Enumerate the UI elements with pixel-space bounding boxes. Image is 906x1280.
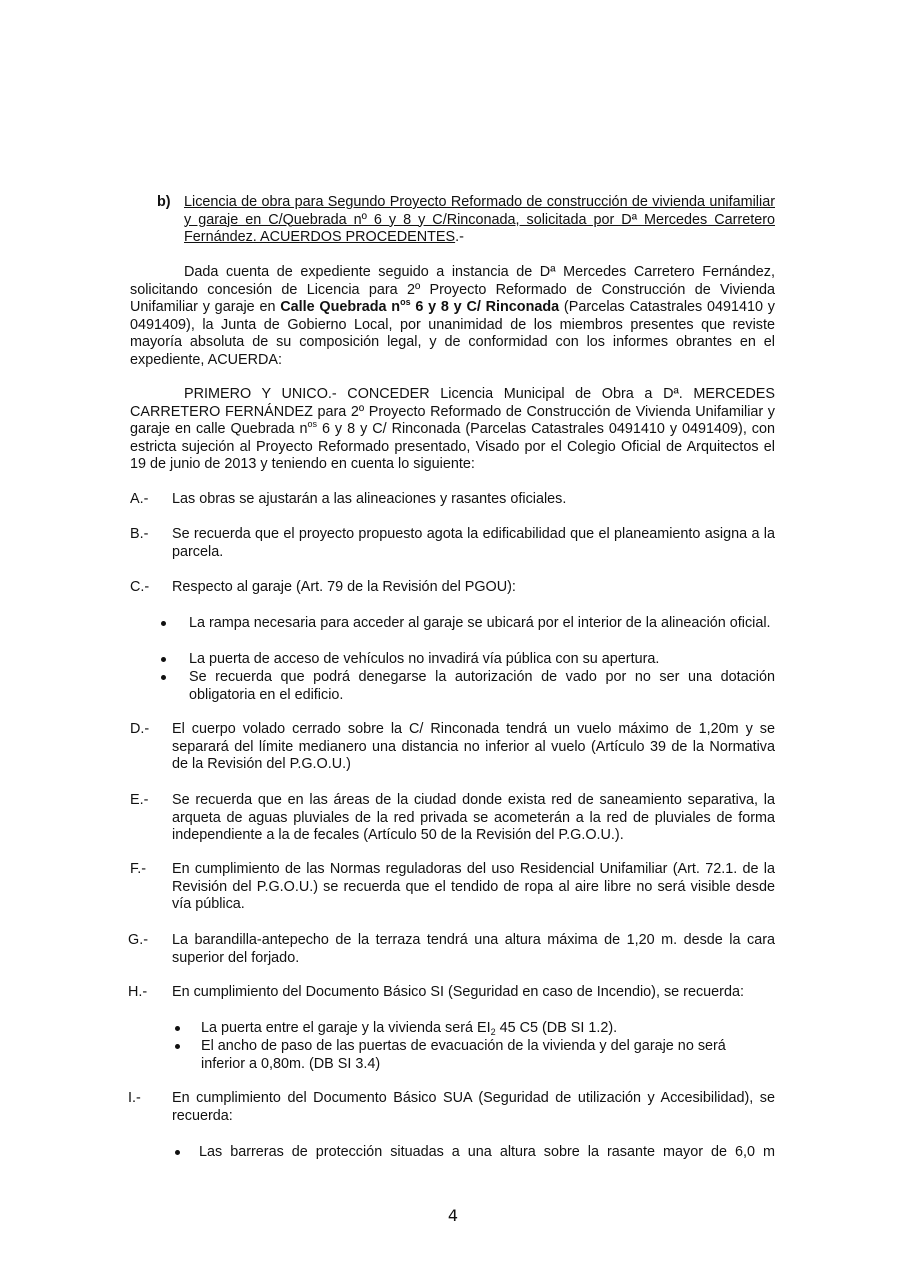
list-item: Se recuerda que podrá denegarse la autorización de vado por no ser una dotación obligatoria en el edificio.	[189, 669, 775, 703]
item-label: I.-	[128, 1090, 141, 1106]
item-text: La barandilla-antepecho de la terraza tendrá una altura máxima de 1,20 m. desde la cara superior del forjado.	[172, 932, 775, 966]
p2-text: PRIMERO Y UNICO.- CONCEDER Licencia Municipal de Obra a Dª. MERCEDES CARRETERO FERNÁNDEZ para 2º Proyecto Reformado de Construcción de Vivienda Unifamiliar y garaje en calle Quebrada n	[130, 386, 775, 438]
item-label: H.-	[128, 984, 148, 1000]
list-item: La puerta de acceso de vehículos no invadirá vía pública con su apertura.	[189, 651, 660, 667]
p1-text2: (Parcelas Catastrales 0491410 y 0491409), la Junta de Gobierno Local, por unanimidad de los miembros presentes que reviste mayoría absoluta de su composición legal, y de conformidad con los informes obrantes en el expediente, ACUERDA:	[130, 299, 775, 368]
item-text: El cuerpo volado cerrado sobre la C/ Rinconada tendrá un vuelo máximo de 1,20m y se separará del límite medianero una distancia no inferior al vuelo (Artículo 39 de la Normativa de la Revisión del P.G.O.U.)	[172, 721, 775, 773]
p2-text2: 6 y 8 y C/ Rinconada (Parcelas Catastrales 0491410 y 0491409), con estricta sujeción al Proyecto Reformado presentado, Visado por el Colegio Oficial de Arquitectos el 19 de junio de 2013 y teniendo en cuenta lo siguiente:	[130, 421, 775, 473]
section-label: b)	[157, 194, 171, 210]
list-item: Las barreras de protección situadas a una altura sobre la rasante mayor de 6,0 m	[199, 1144, 775, 1160]
item-text: En cumplimiento del Documento Básico SI (Seguridad en caso de Incendio), se recuerda:	[172, 984, 744, 1000]
item-text: Se recuerda que el proyecto propuesto agota la edificabilidad que el planeamiento asigna a la parcela.	[172, 526, 775, 560]
list-item	[201, 1020, 761, 1038]
page-number: 4	[447, 1206, 459, 1225]
bullet-sub: 2	[490, 1027, 496, 1037]
item-label: A.-	[130, 491, 149, 507]
intro-paragraph	[130, 264, 775, 370]
bullet-icon	[175, 1026, 180, 1031]
section-heading	[184, 194, 775, 247]
heading-text: Licencia de obra para Segundo Proyecto Reformado de construcción de vivienda unifamiliar y garaje en C/Quebrada nº 6 y 8 y C/Rinconada, solicitada por Dª Mercedes Carretero Fernández. ACUERDOS PROCEDENTES	[184, 194, 775, 246]
item-label: C.-	[130, 579, 150, 595]
item-text: Respecto al garaje (Art. 79 de la Revisión del PGOU):	[172, 579, 516, 595]
bullet-icon	[175, 1044, 180, 1049]
item-text: Se recuerda que en las áreas de la ciudad donde exista red de saneamiento separativa, la arqueta de aguas pluviales de la red privada se acometerán a la red de pluviales de forma independiente a la de fecales (Artículo 50 de la Revisión del P.G.O.U.).	[172, 792, 775, 844]
item-text: En cumplimiento del Documento Básico SUA (Seguridad de utilización y Accesibilidad), se recuerda:	[172, 1090, 775, 1124]
item-label: F.-	[130, 861, 146, 877]
item-label: E.-	[130, 792, 149, 808]
p1-bold: Calle Quebrada n	[280, 299, 401, 316]
p2-sup: os	[307, 419, 317, 430]
list-item: El ancho de paso de las puertas de evacuación de la vivienda y del garaje no será inferior a 0,80m. (DB SI 3.4)	[201, 1038, 726, 1072]
bullet-text: La puerta entre el garaje y la vivienda será EI	[201, 1020, 491, 1036]
bullet-text2: 45 C5 (DB SI 1.2).	[495, 1020, 618, 1036]
p1-bold2: 6 y 8 y C/ Rinconada	[410, 299, 560, 316]
heading-suffix: .-	[455, 229, 464, 246]
item-text: Las obras se ajustarán a las alineaciones y rasantes oficiales.	[172, 491, 567, 507]
p1-text: Dada cuenta de expediente seguido a instancia de Dª Mercedes Carretero Fernández, solicitando concesión de Licencia para 2º Proyecto Reformado de Construcción de Vivienda Unifamiliar y garaje en	[130, 264, 775, 316]
item-label: B.-	[130, 526, 149, 542]
bullet-icon	[175, 1150, 180, 1155]
item-label: D.-	[130, 721, 150, 737]
p1-sup: os	[400, 297, 411, 308]
bullet-icon	[161, 657, 166, 662]
list-item: La rampa necesaria para acceder al garaje se ubicará por el interior de la alineación oficial.	[189, 615, 771, 631]
resolution-paragraph	[130, 386, 775, 474]
bullet-icon	[161, 621, 166, 626]
item-label: G.-	[128, 932, 148, 948]
bullet-icon	[161, 675, 166, 680]
item-text: En cumplimiento de las Normas reguladoras del uso Residencial Unifamiliar (Art. 72.1. de la Revisión del P.G.O.U.) se recuerda que el tendido de ropa al aire libre no será visible desde vía pública.	[172, 861, 775, 913]
